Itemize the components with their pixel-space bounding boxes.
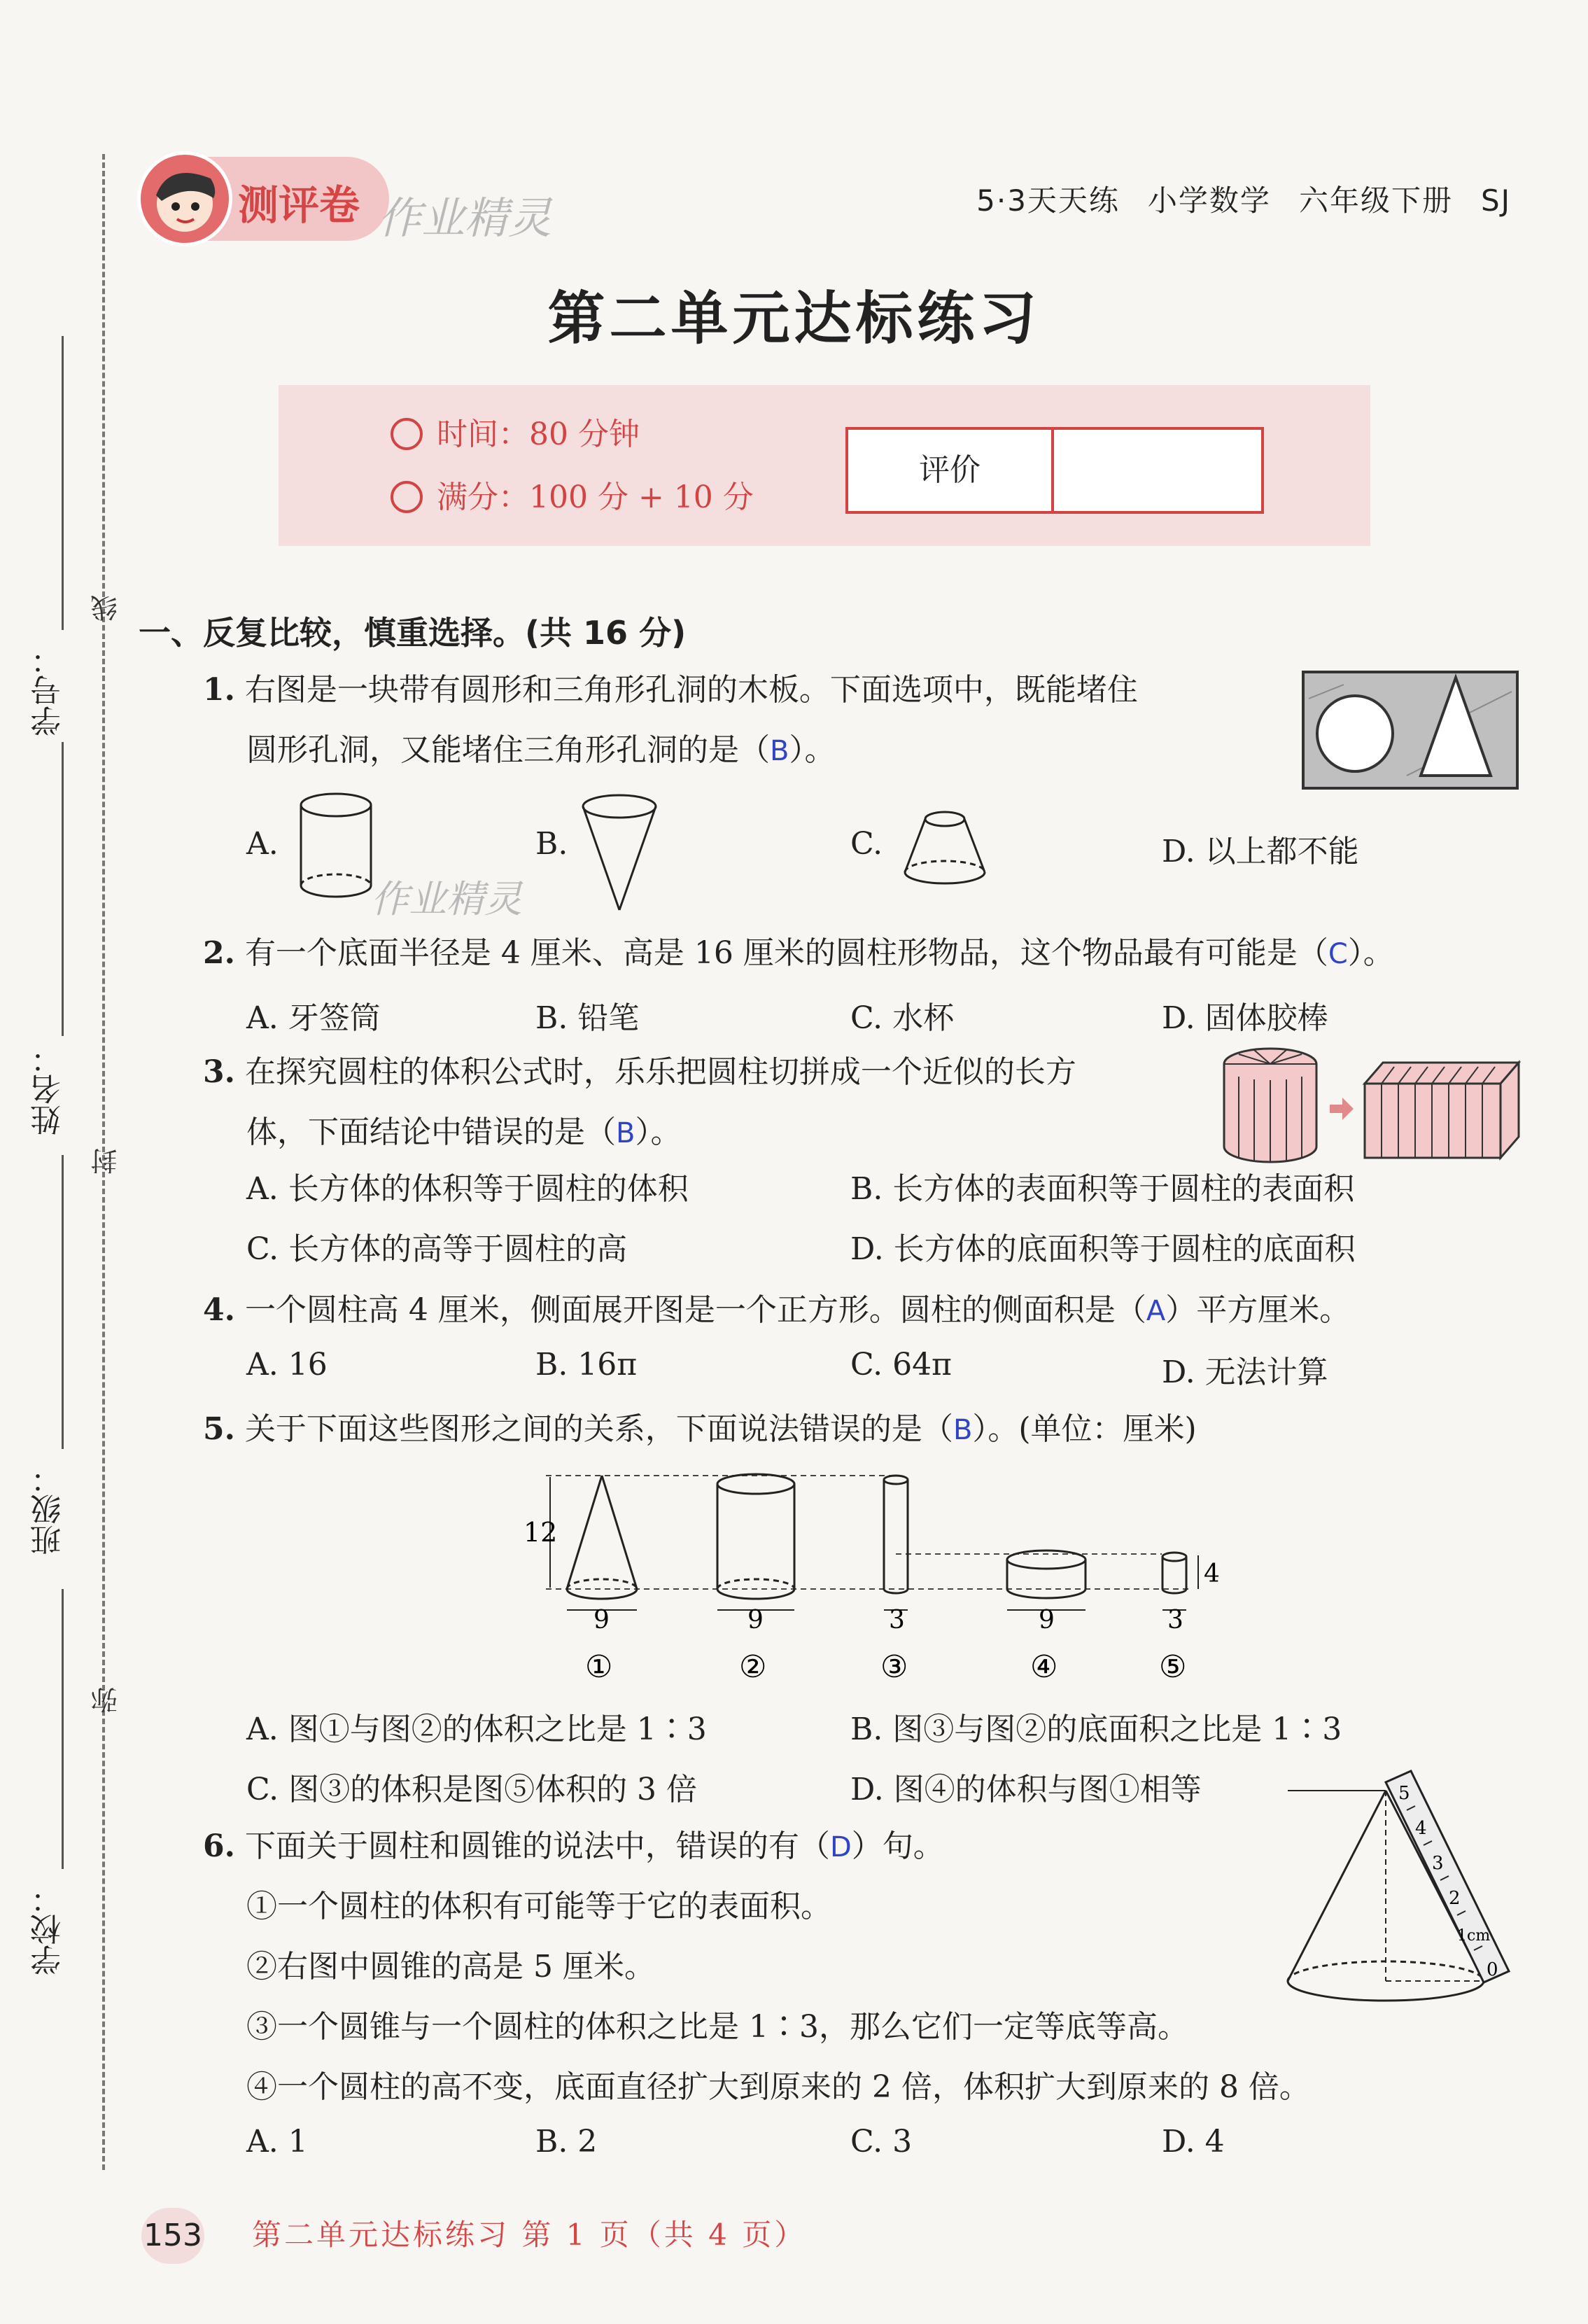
cut-mark-line: 线 [91,595,122,622]
q3-option-c[interactable]: C. 长方体的高等于圆柱的高 [246,1231,628,1267]
q2-line [203,924,1394,983]
q1-answer[interactable]: B [770,735,789,767]
q1-text: 右图是一块带有圆形和三角形孔洞的木板。下面选项中，既能堵住 [244,672,1138,708]
full-score: 满分：100 分 + 10 分 [437,479,754,515]
q3-text-b: ）。 [635,1114,682,1150]
name-label: 姓名： [31,1043,66,1135]
q4-option-a[interactable]: A. 16 [246,1347,328,1382]
q5-label-4: ④ [1030,1649,1058,1685]
q1-option-d[interactable]: D. 以上都不能 [1162,834,1359,869]
name-field[interactable] [62,742,64,1036]
class-label: 班级： [31,1463,66,1555]
q5-label-2: ② [739,1649,767,1685]
q6-line [203,1817,944,1877]
q6-option-c[interactable]: C. 3 [850,2124,913,2160]
time-limit: 时间：80 分钟 [437,416,640,452]
q4-number: 4. [203,1292,235,1328]
cylinder-figure [294,791,378,903]
series-name: 5·3天天练 [976,183,1120,218]
q6-option-a[interactable]: A. 1 [246,2124,308,2160]
q6-answer[interactable]: D [829,1831,852,1863]
edition: SJ [1480,183,1511,218]
school-field[interactable] [62,1589,64,1869]
q5-side-label: 4 [1204,1560,1220,1588]
q2-text-b: ）。 [1347,935,1394,971]
q1-number: 1. [203,672,235,708]
q4-option-c[interactable]: C. 64π [850,1347,952,1382]
q5-height-label: 12 [524,1517,558,1548]
ruler-mark-0: 0 [1487,1959,1498,1980]
q5-label-1: ① [585,1649,613,1685]
q6-statement-1: ①一个圆柱的体积有可能等于它的表面积。 [246,1889,831,1924]
q1-text-a: 圆形孔洞，又能堵住三角形孔洞的是（ [246,732,770,768]
q3-line2 [246,1103,681,1163]
evaluation-box [845,427,1264,514]
grade: 六年级下册 [1298,183,1453,218]
school-label: 学校： [31,1883,66,1975]
class-field[interactable] [62,1155,64,1449]
subject: 小学数学 [1147,183,1271,218]
q2-option-a[interactable]: A. 牙签筒 [246,1000,381,1036]
student-id-field[interactable] [62,336,64,630]
q5-base-3: 3 [889,1606,905,1634]
q5-base-2: 9 [747,1606,764,1634]
q5-base-4: 9 [1039,1606,1055,1634]
ruler-mark-1cm: 1cm [1457,1927,1491,1945]
q3-option-d[interactable]: D. 长方体的底面积等于圆柱的底面积 [850,1231,1356,1267]
frustum-figure [899,805,990,889]
q2-text-a: 有一个底面半径是 4 厘米、高是 16 厘米的圆柱形物品，这个物品最有可能是（ [244,935,1328,971]
q5-number: 5. [203,1411,235,1447]
page-title: 第二单元达标练习 [547,285,1041,352]
q2-option-b[interactable]: B. 铅笔 [535,1000,640,1036]
mascot-icon [137,151,232,246]
page-number: 153 [141,2208,204,2264]
q3-line1 [203,1043,1076,1102]
cut-mark-seal: 封 [91,1148,122,1175]
q6-option-d[interactable]: D. 4 [1162,2124,1225,2160]
q6-statement-4: ④一个圆柱的高不变，底面直径扩大到原来的 2 倍，体积扩大到原来的 8 倍。 [246,2069,1310,2105]
q1-board-figure [1302,671,1519,790]
q6-text-b: ）句。 [851,1828,944,1864]
q5-base-1: 9 [593,1606,610,1634]
q5-text-b: ）。(单位：厘米) [972,1411,1197,1447]
section-heading: 一、反复比较，慎重选择。(共 16 分) [139,614,687,652]
q4-option-d[interactable]: D. 无法计算 [1162,1354,1328,1390]
q5-option-c[interactable]: C. 图③的体积是图⑤体积的 3 倍 [246,1772,698,1807]
q5-option-a[interactable]: A. 图①与图②的体积之比是 1∶3 [246,1712,707,1747]
footer-title: 第二单元达标练习 第 1 页（共 4 页） [252,2218,807,2252]
q2-answer[interactable]: C [1328,938,1348,970]
exam-info-box [279,385,1370,546]
q6-statement-3: ③一个圆锥与一个圆柱的体积之比是 1∶3，那么它们一定等底等高。 [246,2009,1188,2045]
book-info [948,178,1511,220]
q5-answer[interactable]: B [953,1414,973,1446]
student-id-label: 学号： [31,644,66,736]
q3-number: 3. [203,1054,235,1090]
q6-number: 6. [203,1828,235,1864]
ruler-mark-4: 4 [1415,1818,1427,1839]
q3-cut-cylinder-figure [1218,1042,1526,1164]
q5-line [203,1400,1197,1460]
q4-text-b: ）平方厘米。 [1165,1292,1351,1328]
q3-option-a[interactable]: A. 长方体的体积等于圆柱的体积 [246,1171,689,1207]
q5-option-d[interactable]: D. 图④的体积与图①相等 [850,1772,1202,1807]
check-icon [391,481,423,513]
cone-inverted-figure [577,791,661,917]
q4-text-a: 一个圆柱高 4 厘米，侧面展开图是一个正方形。圆柱的侧面积是（ [244,1292,1146,1328]
q6-statement-2: ②右图中圆锥的高是 5 厘米。 [246,1949,655,1984]
watermark-2: 作业精灵 [371,877,522,921]
badge-label: 测评卷 [238,181,360,229]
q4-option-b[interactable]: B. 16π [535,1347,638,1382]
q5-option-b[interactable]: B. 图③与图②的底面积之比是 1∶3 [850,1712,1342,1747]
ruler-mark-5: 5 [1398,1783,1410,1804]
q5-label-3: ③ [880,1649,908,1685]
q2-option-c[interactable]: C. 水杯 [850,1000,955,1036]
watermark: 作业精灵 [378,192,552,244]
q3-text-a: 体，下面结论中错误的是（ [246,1114,616,1150]
time-row [391,409,640,454]
q6-cone-ruler-figure [1274,1750,1526,2016]
evaluation-label: 评价 [848,430,1054,511]
clock-icon [391,418,423,450]
q5-base-5: 3 [1167,1606,1183,1634]
q1-option-a[interactable]: A. [246,826,279,862]
q5-label-5: ⑤ [1159,1649,1187,1685]
q1-line2 [246,721,835,780]
ruler-mark-2: 2 [1449,1888,1461,1909]
cut-mark-bind: 弥 [91,1687,122,1714]
q1-option-c[interactable]: C. [850,826,883,862]
q2-option-d[interactable]: D. 固体胶棒 [1162,1000,1328,1036]
q6-text-a: 下面关于圆柱和圆锥的说法中，错误的有（ [244,1828,830,1864]
ruler-mark-3: 3 [1432,1853,1444,1874]
q1-text-b: ）。 [789,732,836,768]
q6-option-b[interactable]: B. 2 [535,2124,598,2160]
q1-line1 [203,661,1138,720]
q1-option-b[interactable]: B. [535,826,568,862]
q2-number: 2. [203,935,235,971]
q3-answer[interactable]: B [616,1117,635,1149]
q3-text: 在探究圆柱的体积公式时，乐乐把圆柱切拼成一个近似的长方 [244,1054,1076,1090]
q5-text-a: 关于下面这些图形之间的关系，下面说法错误的是（ [244,1411,953,1447]
q5-shapes-figure [518,1463,1246,1701]
q3-option-b[interactable]: B. 长方体的表面积等于圆柱的表面积 [850,1171,1355,1207]
score-row [391,472,754,517]
q4-line [203,1281,1350,1340]
q4-answer[interactable]: A [1146,1295,1166,1327]
